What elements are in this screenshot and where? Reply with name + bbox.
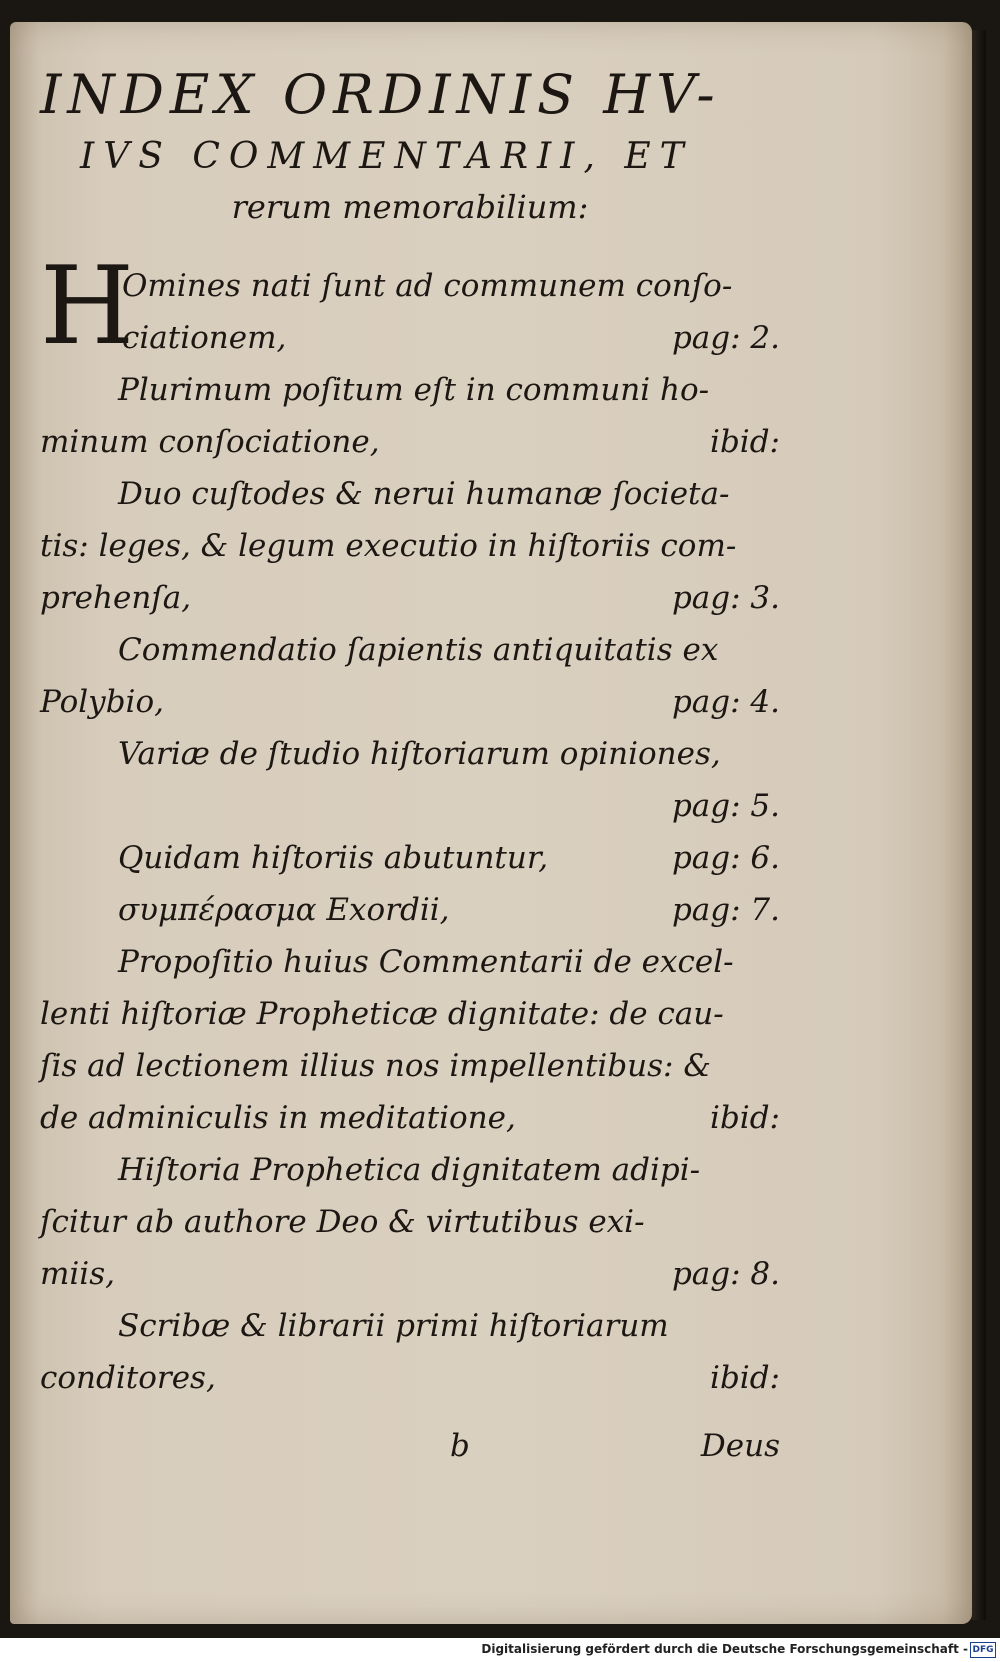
- entry-text: Commendatio ſapientis antiquitatis ex: [118, 632, 719, 668]
- entry-text: Hiſtoria Prophetica dignitatem adipi-: [118, 1152, 701, 1188]
- entry-page: ibid:: [710, 1100, 780, 1136]
- index-line: [40, 468, 780, 520]
- entry-page: pag: 7.: [671, 892, 780, 928]
- index-line: [40, 364, 780, 416]
- index-line: [40, 312, 780, 364]
- entry-page: pag: 3.: [671, 580, 780, 616]
- entry-text: tis: leges, & legum executio in hiſtoriis com-: [40, 528, 737, 564]
- drop-cap: H: [40, 244, 135, 369]
- index-line: [40, 1300, 780, 1352]
- dfg-logo-icon: [970, 1642, 996, 1658]
- catchword: Deus: [700, 1428, 780, 1464]
- entry-page: ibid:: [710, 424, 780, 460]
- index-line: [40, 1352, 780, 1404]
- entry-text: Omines nati ſunt ad communem conſo-: [122, 268, 733, 304]
- entry-page: pag: 4.: [671, 684, 780, 720]
- dfg-logo-text: DFG: [972, 1645, 994, 1655]
- entry-page: pag: 2.: [671, 320, 780, 356]
- index-line: [40, 1248, 780, 1300]
- index-line: [40, 832, 780, 884]
- entry-text: Scribæ & librarii primi hiſtoriarum: [118, 1308, 669, 1344]
- index-line: [40, 624, 780, 676]
- index-line: [40, 676, 780, 728]
- funding-notice: Digitalisierung gefördert durch die Deutsche Forschungsgemeinschaft -: [481, 1642, 968, 1656]
- entry-text: minum conſociatione,: [40, 424, 380, 460]
- entry-text: de adminiculis in meditatione,: [40, 1100, 516, 1136]
- entry-text: Duo cuſtodes & nerui humanæ ſocieta-: [118, 476, 730, 512]
- entry-text: prehenſa,: [40, 580, 192, 616]
- index-line: [40, 1040, 780, 1092]
- page-fore-edge: [972, 30, 986, 1620]
- entry-text: miis,: [40, 1256, 115, 1292]
- title-line-1: INDEX ORDINIS HV-: [40, 63, 721, 126]
- index-line: [40, 1144, 780, 1196]
- index-line: [40, 780, 780, 832]
- index-line: [40, 728, 780, 780]
- entry-text: ſcitur ab authore Deo & virtutibus exi-: [40, 1204, 645, 1240]
- entry-text: Quidam hiſtoriis abutuntur,: [118, 840, 549, 876]
- entry-text: Propoſitio huius Commentarii de excel-: [118, 944, 734, 980]
- signature-mark: b: [450, 1428, 470, 1464]
- footer-bar: [0, 1638, 1000, 1662]
- index-entries: [40, 244, 780, 1404]
- entry-text: Variæ de ſtudio hiſtoriarum opiniones,: [118, 736, 721, 772]
- index-line: [40, 416, 780, 468]
- index-line: [40, 988, 780, 1040]
- entry-text: lenti hiſtoriæ Propheticæ dignitate: de cau-: [40, 996, 724, 1032]
- title-line-2: IVS COMMENTARII, ET: [80, 136, 693, 177]
- entry-text: Polybio,: [40, 684, 164, 720]
- entry-text: ſis ad lectionem illius nos impellentibus: &: [40, 1048, 711, 1084]
- entry-text: ciationem,: [122, 320, 287, 356]
- entry-page: ibid:: [710, 1360, 780, 1396]
- entry-page: pag: 5.: [671, 788, 780, 824]
- entry-text: Plurimum poſitum eſt in communi ho-: [118, 372, 710, 408]
- entry-text: conditores,: [40, 1360, 216, 1396]
- index-line: [40, 572, 780, 624]
- entry-page: pag: 6.: [671, 840, 780, 876]
- entry-page: pag: 8.: [671, 1256, 780, 1292]
- index-line: [40, 1092, 780, 1144]
- entry-text: συμπέρασμα Exordii,: [118, 892, 450, 928]
- title-line-3: rerum memorabilium:: [231, 188, 589, 226]
- index-line: [40, 936, 780, 988]
- index-line: [40, 884, 780, 936]
- index-line: [40, 1196, 780, 1248]
- index-line: [40, 520, 780, 572]
